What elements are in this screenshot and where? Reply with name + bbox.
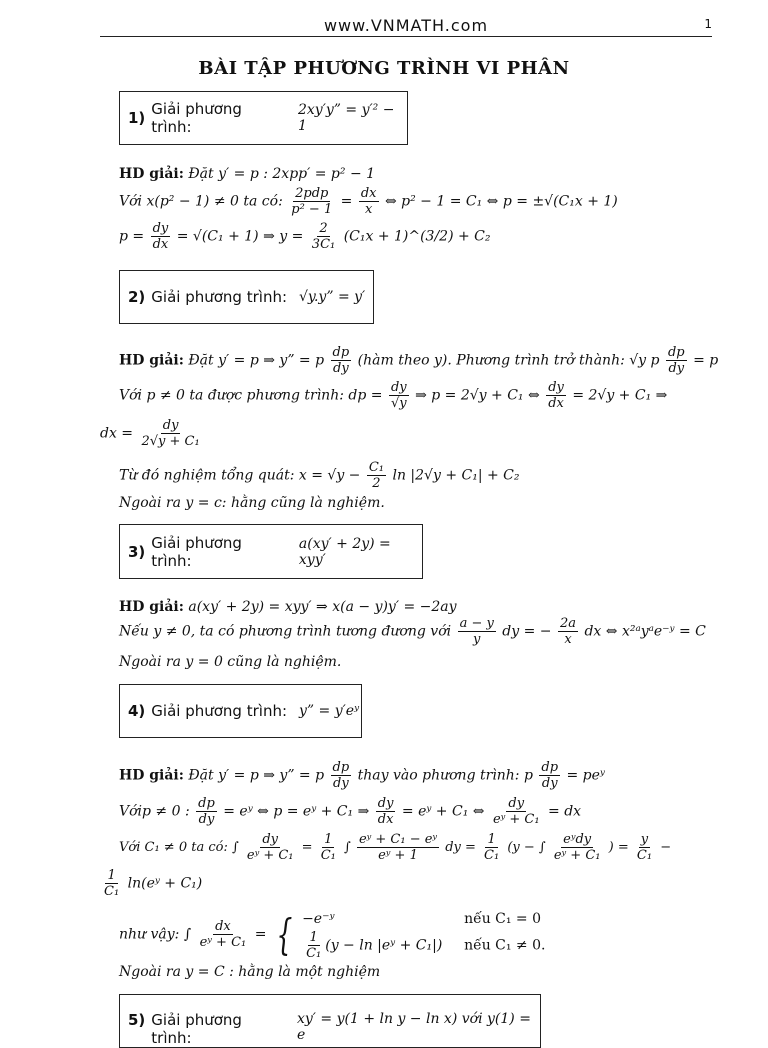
frac-den: eʸ + C₁	[199, 935, 247, 950]
problem-3-box	[119, 524, 423, 579]
sol-text: ⇒ p = 2√y + C₁ ⇔	[415, 387, 540, 404]
sol2-line1	[119, 345, 718, 376]
frac-den: dy	[333, 776, 349, 791]
frac-num: dx	[215, 919, 231, 934]
sol2-line3	[100, 418, 204, 449]
sol-text: ∫	[344, 840, 351, 855]
frac-num: dx	[360, 186, 377, 201]
fraction	[458, 616, 496, 647]
sol-text: =	[340, 193, 353, 210]
sol-text: dx ⇔ x²ᵃyᵃe⁻ʸ = C	[584, 623, 706, 640]
sol-text: Đặt y′ = p ⇒ y” = p	[188, 767, 325, 784]
frac-num: dy	[508, 796, 525, 811]
sol4-line3	[119, 832, 671, 863]
sol-text: Nếu y ≠ 0, ta có phương trình tương đương với	[119, 623, 452, 640]
sol2-line2	[119, 380, 667, 411]
page-number: 1	[704, 17, 712, 31]
sol3-line2	[119, 616, 706, 647]
fraction	[140, 418, 202, 449]
sol-text: ln(eʸ + C₁)	[127, 875, 203, 892]
frac-num: 2a	[559, 616, 576, 631]
sol2-line4	[119, 460, 520, 491]
sol-text: dy =	[445, 840, 476, 855]
problem-1-box	[119, 91, 408, 145]
problem-label: Giải phương trình:	[151, 533, 242, 570]
sol3-line1	[119, 598, 457, 616]
frac-den: eʸ + C₁	[246, 848, 294, 863]
sol-text: = eʸ ⇔ p = eʸ + C₁ ⇒	[223, 803, 370, 820]
frac-den: C₁	[104, 884, 120, 899]
problem-label: Giải phương trình:	[151, 1011, 242, 1047]
sol-text: (hàm theo y). Phương trình trở thành: √y p	[357, 352, 660, 369]
fraction	[376, 796, 396, 827]
frac-den: 2√y + C₁	[141, 434, 200, 449]
frac-den: C₁	[306, 946, 322, 961]
frac-num: dp	[541, 760, 559, 775]
frac-num: 1	[107, 868, 116, 883]
frac-num: 2	[319, 221, 328, 236]
problem-number: 5)	[128, 1011, 146, 1029]
fraction	[245, 832, 296, 863]
sol-text: =	[254, 926, 267, 943]
case-expr: (y − ln |eʸ + C₁|)	[325, 937, 443, 954]
problem-equation: √y.y” = y′	[299, 289, 366, 305]
frac-den: dy	[198, 812, 215, 827]
fraction	[367, 460, 386, 491]
frac-num: dp	[332, 345, 350, 360]
sol-text: −	[660, 840, 672, 855]
sol-text: = dx	[548, 803, 582, 820]
frac-num: 2pdp	[295, 186, 329, 201]
sol1-line1	[119, 165, 375, 183]
frac-den: eʸ + 1	[378, 848, 418, 863]
frac-num: dp	[667, 345, 685, 360]
fraction	[319, 832, 338, 863]
site-name: www.VNMATH.com	[323, 16, 489, 35]
frac-den: x	[564, 632, 572, 647]
case-cond: nếu C₁ = 0	[464, 911, 542, 927]
frac-den: dy	[333, 361, 349, 376]
frac-num: 1	[324, 832, 333, 847]
sol4-line1	[119, 760, 605, 791]
sol-text: Đặt y′ = p ⇒ y” = p	[188, 352, 325, 369]
sol-text: p =	[119, 228, 145, 245]
sol-text: (C₁x + 1)^(3/2) + C₂	[343, 228, 491, 245]
frac-num: dy	[152, 221, 169, 236]
problem-label: Giải phương trình:	[151, 100, 242, 136]
frac-num: dp	[332, 760, 350, 775]
fraction	[359, 186, 379, 217]
sol2-line5: Ngoài ra y = c: hằng cũng là nghiệm.	[119, 495, 385, 511]
frac-den: dx	[152, 237, 169, 252]
frac-num: 1	[487, 832, 496, 847]
problem-label: Giải phương trình:	[151, 702, 288, 720]
fraction	[357, 832, 439, 863]
sol1-line2	[119, 186, 618, 217]
frac-den: 2	[372, 476, 381, 491]
frac-num: 1	[309, 930, 318, 945]
case-1	[302, 908, 545, 930]
fraction	[635, 832, 654, 863]
fraction	[331, 760, 352, 791]
frac-den: C₁	[484, 848, 500, 863]
frac-den: dx	[377, 812, 394, 827]
frac-num: a − y	[459, 616, 494, 631]
case-2	[302, 930, 545, 961]
frac-num: dy	[162, 418, 179, 433]
frac-num: dy	[548, 380, 564, 395]
page-header	[100, 14, 712, 37]
piecewise-cases	[302, 908, 545, 961]
sol-text: Với C₁ ≠ 0 ta có: ∫	[119, 840, 239, 855]
fraction	[196, 796, 217, 827]
case-cond: nếu C₁ ≠ 0.	[464, 937, 546, 954]
frac-num: dp	[198, 796, 215, 811]
frac-den: C₁	[636, 848, 653, 863]
problem-number: 1)	[128, 109, 146, 127]
fraction	[491, 796, 542, 827]
frac-den: y	[473, 632, 481, 647]
frac-den: p² − 1	[291, 202, 333, 217]
sol-text: = p	[693, 352, 719, 369]
frac-den: 3C₁	[311, 237, 336, 252]
sol-text: ⇔ p² − 1 = C₁ ⇔ p = ±√(C₁x + 1)	[384, 193, 618, 210]
sol4-line4	[100, 868, 202, 899]
fraction	[666, 345, 687, 376]
frac-num: eʸ + C₁ − eʸ	[358, 832, 438, 847]
hd-label: HD giải:	[119, 767, 184, 784]
frac-den: dy	[668, 361, 685, 376]
problem-equation: y” = y′eʸ	[299, 703, 360, 719]
sol-text: Từ đó nghiệm tổng quát: x = √y −	[119, 467, 361, 484]
sol-text: =	[301, 840, 313, 855]
problem-equation: xy′ = y(1 + ln y − ln x) với y(1) = e	[296, 1011, 531, 1043]
page-title: BÀI TẬP PHƯƠNG TRÌNH VI PHÂN	[198, 58, 570, 79]
frac-num: dy	[390, 380, 407, 395]
frac-den: √y	[390, 396, 407, 411]
problem-number: 4)	[128, 702, 146, 720]
fraction	[310, 221, 337, 252]
sol-text: dy = −	[502, 623, 552, 640]
sol-text: = peʸ	[566, 767, 605, 784]
frac-den: dy	[541, 776, 558, 791]
hd-label: HD giải:	[119, 352, 184, 369]
sol3-line3: Ngoài ra y = 0 cũng là nghiệm.	[119, 654, 342, 670]
frac-num: eʸdy	[563, 832, 592, 847]
sol-text: (y − ∫	[507, 840, 546, 855]
problem-equation: a(xy′ + 2y) = xyy′	[298, 535, 391, 568]
frac-num: C₁	[368, 460, 385, 475]
fraction	[289, 186, 334, 217]
sol1-line3	[119, 221, 491, 252]
sol4-line5	[119, 908, 545, 961]
frac-den: eʸ + C₁	[492, 812, 540, 827]
fraction	[552, 832, 603, 863]
fraction	[539, 760, 560, 791]
fraction	[304, 930, 323, 961]
sol-text: Đặt y′ = p : 2xpp′ = p² − 1	[188, 166, 376, 182]
sol-text: ln |2√y + C₁| + C₂	[392, 467, 520, 484]
problem-equation: 2xy′y” = y′² − 1	[298, 102, 395, 134]
problem-label: Giải phương trình:	[151, 288, 288, 306]
hd-label: HD giải:	[119, 166, 184, 182]
fraction	[546, 380, 566, 411]
left-brace: {	[276, 909, 293, 959]
frac-num: dy	[262, 832, 279, 847]
fraction	[331, 345, 352, 376]
sol-text: Vớip ≠ 0 :	[119, 803, 190, 820]
frac-den: eʸ + C₁	[553, 848, 601, 863]
frac-den: dx	[548, 396, 564, 411]
problem-4-box	[119, 684, 362, 738]
frac-den: x	[365, 202, 373, 217]
problem-number: 2)	[128, 288, 146, 306]
sol-text: Với x(p² − 1) ≠ 0 ta có:	[119, 193, 283, 210]
fraction	[151, 221, 171, 252]
sol-text: ) =	[608, 840, 629, 855]
sol-text: Với p ≠ 0 ta được phương trình: dp =	[119, 387, 383, 404]
sol-text: a(xy′ + 2y) = xyy′ ⇒ x(a − y)y′ = −2ay	[188, 599, 457, 615]
fraction	[389, 380, 409, 411]
sol-text: thay vào phương trình: p	[357, 767, 533, 784]
sol4-line2	[119, 796, 581, 827]
sol-text: dx =	[100, 425, 134, 442]
problem-2-box	[119, 270, 374, 324]
fraction	[482, 832, 501, 863]
sol-text: = 2√y + C₁ ⇒	[572, 387, 668, 404]
frac-num: dy	[377, 796, 394, 811]
hd-label: HD giải:	[119, 599, 184, 615]
problem-5-box	[119, 994, 541, 1048]
sol4-line6: Ngoài ra y = C : hằng là một nghiệm	[119, 964, 381, 980]
case-expr: −e⁻ʸ	[302, 911, 335, 927]
sol-text: = eʸ + C₁ ⇔	[401, 803, 485, 820]
fraction	[102, 868, 121, 899]
frac-num: y	[640, 832, 649, 847]
frac-den: C₁	[320, 848, 336, 863]
sol-text: như vậy: ∫	[119, 926, 192, 943]
problem-number: 3)	[128, 542, 146, 561]
sol-text: = √(C₁ + 1) ⇒ y =	[176, 228, 304, 245]
fraction	[558, 616, 578, 647]
fraction	[198, 919, 249, 950]
